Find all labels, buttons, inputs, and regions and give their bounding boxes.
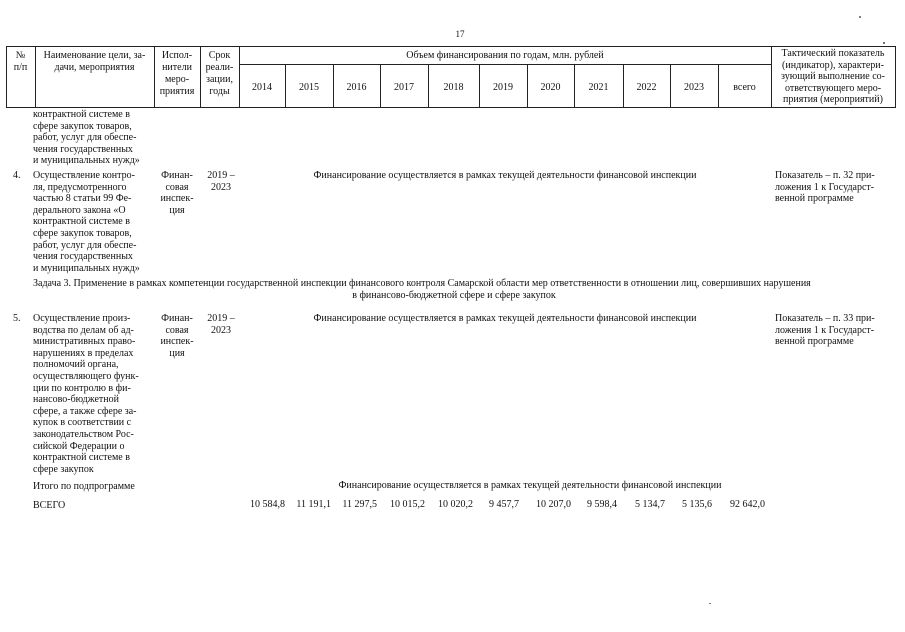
grand-total-value: 10 020,2: [438, 499, 473, 510]
row-term: [200, 313, 242, 336]
grand-total-value: 5 135,6: [682, 499, 712, 510]
text-line: совая: [165, 181, 189, 193]
task-3-line: Задача 3. Применение в рамках компетенции государственной инспекции финансового контроля Самарской области мер ответственности в отношении лиц, совершивших нарушения: [33, 278, 811, 289]
row-number: 5.: [13, 313, 21, 324]
header-year: 2020: [540, 82, 561, 93]
header-funding-title: Объем финансирования по годам, млн. рублей: [406, 50, 604, 61]
text-line: осуществляющего функ-: [33, 370, 139, 382]
subprogram-total-funding-note: Финансирование осуществляется в рамках текущей деятельности финансовой инспекции: [338, 480, 722, 491]
text-line: ложения 1 к Государст-: [775, 181, 875, 193]
header-name-line: Наименование цели, за-: [43, 50, 146, 61]
text-line: и муниципальных нужд»: [33, 262, 140, 274]
header-term-line: зации,: [206, 74, 233, 85]
text-line: сфере, а также сфере за-: [33, 405, 137, 417]
header-term-line: реали-: [205, 62, 234, 73]
text-line: дерального закона «О: [33, 204, 126, 216]
text-line: чения государственных: [33, 143, 133, 155]
grand-total-value: 10 207,0: [536, 499, 571, 510]
header-executors-line: Испол-: [161, 50, 193, 61]
header-indicator-line: (индикатор), характери-: [782, 59, 884, 71]
grand-total-value: 5 134,7: [635, 499, 665, 510]
grand-total-label: ВСЕГО: [33, 500, 66, 511]
grand-total-value: 11 191,1: [296, 499, 331, 510]
header-year-total: всего: [733, 82, 756, 93]
row-executor: [154, 313, 200, 359]
row-number: 4.: [13, 170, 21, 181]
scan-speck: [883, 42, 885, 44]
header-name-line: дачи, мероприятия: [54, 62, 135, 73]
header-year: 2019: [493, 82, 513, 93]
text-line: сфере закупок товаров,: [33, 120, 132, 132]
header-indicator-line: ответствующего меро-: [784, 82, 882, 94]
text-line: 2019 –: [207, 313, 235, 324]
scan-speck: [859, 16, 861, 18]
text-line: работ, услуг для обеспе-: [33, 132, 137, 144]
header-executors-line: приятия: [159, 86, 195, 97]
header-year: 2022: [636, 82, 657, 93]
text-line: частью 8 статьи 99 Фе-: [33, 193, 132, 205]
text-line: контрактной системе в: [33, 452, 130, 464]
header-executors-line: нители: [162, 62, 192, 73]
header-year: 2023: [684, 82, 704, 93]
header-name: [35, 50, 154, 74]
text-line: венной программе: [775, 336, 854, 348]
text-line: и муниципальных нужд»: [33, 155, 140, 167]
text-line: чения государственных: [33, 251, 133, 263]
text-line: инспек-: [160, 193, 194, 205]
header-year: 2015: [299, 82, 319, 93]
header-year: 2017: [394, 82, 414, 93]
text-line: сфере закупок: [33, 463, 94, 475]
text-line: контрактной системе в: [33, 109, 130, 120]
header-executors: [154, 50, 200, 98]
text-line: сфере закупок товаров,: [33, 227, 132, 239]
continuation-text: [33, 109, 151, 167]
row-indicator: [775, 313, 895, 348]
text-line: 2023: [211, 324, 231, 336]
text-line: нарушениях в пределах: [33, 347, 134, 359]
text-line: законодательством Рос-: [33, 428, 134, 440]
row-executor: [154, 170, 200, 216]
row-name: [33, 313, 151, 475]
header-term-line: Срок: [208, 50, 231, 61]
text-line: 2019 –: [207, 170, 235, 181]
text-line: 2023: [211, 181, 231, 193]
subprogram-total-label: Итого по подпрограмме: [33, 481, 135, 492]
header-term-line: годы: [209, 86, 230, 97]
text-line: ция: [169, 204, 185, 216]
text-line: ля, предусмотренного: [33, 181, 127, 193]
text-line: венной программе: [775, 193, 854, 205]
text-line: Финан-: [161, 313, 193, 324]
grand-total-value: 10 584,8: [250, 499, 285, 510]
grand-total-value: 9 457,7: [489, 499, 519, 510]
header-number: [6, 50, 35, 74]
header-year: 2016: [346, 82, 367, 93]
text-line: водства по делам об ад-: [33, 324, 134, 336]
row-funding-note: Финансирование осуществляется в рамках текущей деятельности финансовой инспекции: [313, 170, 697, 181]
page-number: 17: [455, 29, 465, 39]
row-term: [200, 170, 242, 193]
header-term: [200, 50, 239, 98]
text-line: совая: [165, 324, 189, 336]
row-name: [33, 170, 151, 274]
text-line: полномочий органа,: [33, 359, 119, 371]
text-line: Показатель – п. 32 при-: [775, 170, 875, 181]
text-line: ложения 1 к Государст-: [775, 324, 875, 336]
text-line: сийской Федерации о: [33, 440, 125, 452]
header-year: 2021: [588, 82, 609, 93]
row-funding-note: Финансирование осуществляется в рамках текущей деятельности финансовой инспекции: [313, 313, 697, 324]
text-line: ции по контролю в фи-: [33, 382, 131, 394]
text-line: инспек-: [160, 336, 194, 348]
header-indicator: [771, 48, 895, 106]
header-number-line: №: [15, 50, 26, 61]
text-line: ция: [169, 347, 185, 359]
header-indicator-line: Тактический показатель: [781, 48, 885, 59]
grand-total-value: 11 297,5: [342, 499, 377, 510]
text-line: министративных право-: [33, 336, 136, 348]
text-line: работ, услуг для обеспе-: [33, 239, 137, 251]
text-line: Показатель – п. 33 при-: [775, 313, 875, 324]
grand-total-value-sum: 92 642,0: [730, 499, 765, 510]
text-line: Финан-: [161, 170, 193, 181]
text-line: контрактной системе в: [33, 216, 130, 228]
scan-speck: [709, 603, 711, 604]
header-number-line: п/п: [13, 62, 28, 73]
task-3-line: в финансово-бюджетной сфере и сфере закупок: [352, 290, 556, 301]
grand-total-value: 10 015,2: [390, 499, 425, 510]
text-line: Осуществление контро-: [33, 170, 135, 181]
header-executors-line: меро-: [164, 74, 190, 85]
header-indicator-line: приятия (мероприятий): [783, 94, 883, 105]
text-line: Осуществление произ-: [33, 313, 131, 324]
row-indicator: [775, 170, 895, 205]
header-indicator-line: зующий выполнение со-: [781, 71, 885, 82]
grand-total-value: 9 598,4: [587, 499, 617, 510]
text-line: нансово-бюджетной: [33, 394, 119, 406]
header-year: 2018: [443, 82, 464, 93]
header-year: 2014: [252, 82, 272, 93]
text-line: купок в соответствии с: [33, 417, 132, 429]
